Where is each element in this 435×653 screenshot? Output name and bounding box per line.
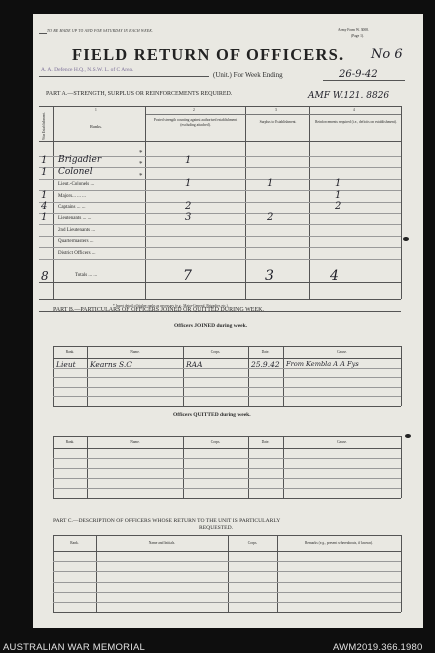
unit-line <box>39 76 209 77</box>
col-number-3: 3 <box>275 108 277 112</box>
column-rule <box>401 346 402 406</box>
row-surplus: 1 <box>267 178 274 190</box>
column-rule <box>248 346 249 406</box>
header-note-rule <box>39 33 47 34</box>
column-header: Cause. <box>337 350 347 354</box>
table-rule <box>53 498 401 499</box>
header-note: TO BE MADE UP TO AND FOR SATURDAY IN EACH WEEK. <box>47 29 154 33</box>
part-c-column-header: Name and Initials. <box>148 541 176 545</box>
footer-accession: AWM2019.366.1980 <box>333 642 423 653</box>
row-reinforcements: 1 <box>335 178 342 190</box>
row-rank: Captains ... ... <box>58 205 86 210</box>
column-rule <box>277 535 278 612</box>
part-c-column-header: Rank. <box>70 541 79 545</box>
title-annotation: No 6 <box>371 47 403 62</box>
column-header: Rank. <box>65 440 75 444</box>
row-posted: 2 <box>185 201 192 212</box>
col-number-1: 1 <box>95 108 97 112</box>
row-rank: District Officers ... <box>58 250 96 256</box>
week-line <box>323 80 405 81</box>
row-posted: 1 <box>185 155 192 167</box>
table-rule <box>53 612 401 613</box>
column-header: Date. <box>261 440 270 444</box>
row-reinforcements: 2 <box>335 201 342 212</box>
asterisk: * <box>139 149 143 157</box>
page-number: (Page 1). <box>351 34 364 38</box>
table-rule <box>53 346 401 347</box>
form-number: Army Form W. 3008. <box>338 28 369 32</box>
row-rank: Lieut.-Colonels ... <box>58 182 95 188</box>
column-header: Name. <box>130 350 140 354</box>
column-rule <box>401 535 402 612</box>
week-label: (Unit.) For Week Ending <box>213 71 283 79</box>
col-header-reinforcements: Reinforcements required (i.e., deficits on establishment). <box>315 120 397 124</box>
column-rule <box>283 346 284 406</box>
column-header: Corps. <box>210 440 221 444</box>
totals-posted: 7 <box>183 268 192 284</box>
unit-stamp: A. A. Defence H.Q., N.S.W. L. of C Area. <box>41 67 134 73</box>
part-b-title: PART B.—PARTICULARS OF OFFICERS JOINED OR QUITTED DURING WEEK. <box>53 307 264 313</box>
week-value: 26-9-42 <box>339 69 378 80</box>
quitted-title: Officers QUITTED during week. <box>173 412 251 418</box>
table-rule <box>53 358 401 359</box>
totals-surplus: 3 <box>265 268 274 284</box>
row-posted: 1 <box>185 178 192 190</box>
totals-war-establishment: 8 <box>41 269 49 283</box>
part-c-column-header: Corps. <box>247 541 258 545</box>
col-number-4: 4 <box>353 108 355 112</box>
archive-footer <box>0 631 435 653</box>
form-title: FIELD RETURN OF OFFICERS. <box>72 45 345 64</box>
row-war-establishment: 1 <box>41 155 48 167</box>
column-rule <box>96 535 97 612</box>
document-sheet <box>33 14 423 628</box>
row-rank: Quartermasters ... <box>58 239 94 245</box>
totals-reinforcements: 4 <box>330 268 339 284</box>
part-c-title-line-2: REQUESTED. <box>199 525 234 531</box>
joined-cause: From Kembla A A Fys <box>286 360 359 368</box>
column-rule <box>87 436 88 498</box>
row-rank: Lieutenants ... ... <box>58 216 92 222</box>
punch-hole <box>405 434 411 438</box>
row-posted: 3 <box>185 212 192 224</box>
ref-annotation: AMF W.121. 8826 <box>308 91 390 101</box>
column-header: Corps. <box>210 350 221 354</box>
column-rule <box>401 436 402 498</box>
col-number-2: 2 <box>193 108 195 112</box>
column-rule <box>53 535 54 612</box>
joined-title: Officers JOINED during week. <box>174 323 248 329</box>
row-war-establishment: 1 <box>41 189 48 201</box>
part-a-title: PART A.—STRENGTH, SURPLUS OR REINFORCEMENTS REQUIRED. <box>46 91 233 97</box>
table-rule <box>53 535 401 536</box>
part-a-footnote: * Insert detail of higher ranks as necessary (e.g., Major-General, Brigadier, etc.). <box>113 304 229 308</box>
column-rule <box>183 436 184 498</box>
column-rule <box>87 346 88 406</box>
table-rule <box>53 551 401 552</box>
punch-hole <box>403 237 409 241</box>
part-c-title-line-1: PART C.—DESCRIPTION OF OFFICERS WHOSE RETURN TO THE UNIT IS PARTICULARLY <box>53 518 281 524</box>
part-c-column-header: Remarks (e.g., present whereabouts, if known). <box>304 541 374 545</box>
column-rule <box>53 436 54 498</box>
column-rule <box>53 346 54 406</box>
row-war-establishment: 1 <box>41 166 48 178</box>
column-header: Cause. <box>337 440 347 444</box>
table-rule <box>53 406 401 407</box>
col-header-surplus: Surplus to Establishment. <box>259 120 297 124</box>
joined-rank: Lieut <box>56 360 76 369</box>
joined-date: 25.9.42 <box>251 360 280 369</box>
footer-institution: AUSTRALIAN WAR MEMORIAL <box>3 642 146 653</box>
asterisk: * <box>139 160 143 169</box>
totals-label: Totals ... ... <box>75 273 98 278</box>
joined-name: Kearns S.C <box>90 360 132 369</box>
joined-corps: RAA <box>186 360 203 369</box>
row-rank: Majors... ... ... <box>58 193 86 199</box>
row-rank: 2nd Lieutenants ... <box>58 227 96 233</box>
column-rule <box>248 436 249 498</box>
col-header-ranks: Ranks. <box>90 124 103 129</box>
col-header-posted: Posted strength counting against authorised establishment (excluding attached). <box>153 118 238 127</box>
asterisk: * <box>139 171 143 180</box>
column-rule <box>228 535 229 612</box>
column-header: Rank. <box>65 350 75 354</box>
column-header: Date. <box>261 350 270 354</box>
war-establishment-label: War Establishment. <box>42 111 46 140</box>
row-war-establishment: 4 <box>41 201 48 212</box>
column-rule <box>283 436 284 498</box>
row-handwritten-rank: Colonel <box>58 166 93 177</box>
row-surplus: 2 <box>267 212 274 224</box>
row-handwritten-rank: Brigadier <box>58 155 102 166</box>
table-rule <box>53 448 401 449</box>
column-rule <box>183 346 184 406</box>
row-reinforcements: 1 <box>335 189 342 201</box>
table-rule <box>53 436 401 437</box>
column-header: Name. <box>130 440 140 444</box>
row-war-establishment: 1 <box>41 212 48 224</box>
